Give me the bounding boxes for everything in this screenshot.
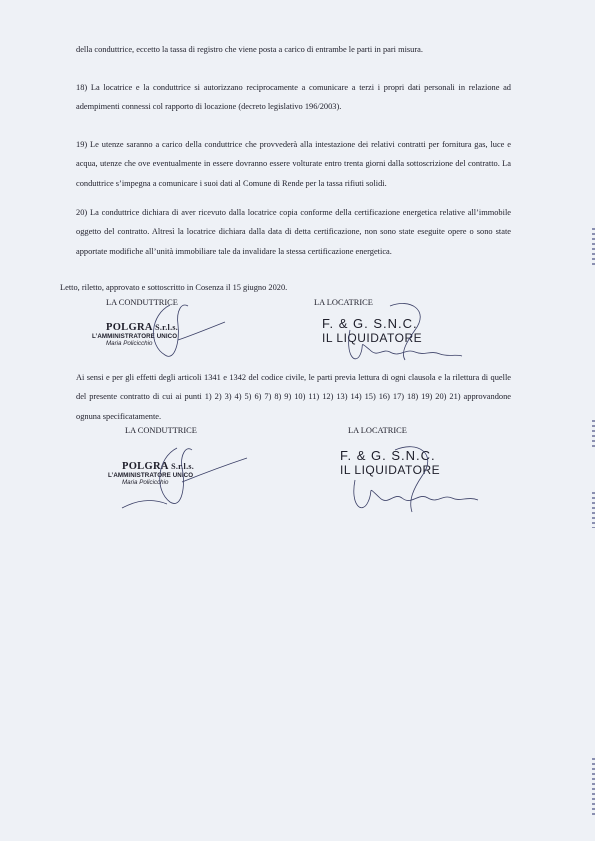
stamp-person: Maria Policicchio — [122, 479, 169, 486]
stamp-role: L’AMMINISTRATORE UNICO — [108, 472, 194, 479]
stamp-company-name: POLGRA S.r.l.s. — [106, 322, 179, 333]
stamp-firm-name: F. & G. S.N.C. — [340, 448, 436, 463]
paragraph-clause-20: 20) La conduttrice dichiara di aver ricevuto dalla locatrice copia conforme della certificazione energetica relative all’immobile oggetto del contratto. Altresì la locatrice dichiara dalla data di detta certificazione, non sono state eseguite opere o sono state apportate modifiche all’unità immobiliare tale da invalidare la stessa certificazione energetica. — [76, 208, 511, 256]
paragraph-letto: Letto, riletto, approvato e sottoscritto in Cosenza il 15 giugno 2020. — [60, 283, 288, 292]
paragraph-clause-19: 19) Le utenze saranno a carico della conduttrice che provvederà alla intestazione dei relativi contratti per fornitura gas, luce e acqua, utenze che ove eventualmente in essere dovranno essere volturate entro trenta giorni dalla sottoscrizione del contratto. La conduttrice s’impegna a comunicare i suoi dati al Comune di Rende per la tassa rifiuti solidi. — [76, 140, 511, 188]
stamp-person: Maria Policicchio — [106, 340, 153, 347]
signature-conduttrice-1 — [130, 300, 230, 370]
paragraph-clause-18: 18) La locatrice e la conduttrice si autorizzano reciprocamente a comunicare a terzi i propri dati personali in relazione ad adempimenti connessi col rapporto di locazione (decreto legislativo 196/2003). — [76, 83, 511, 112]
signature-label-locatrice-2: LA LOCATRICE — [348, 426, 407, 435]
stamp-role: IL LIQUIDATORE — [340, 463, 441, 477]
stamp-firm-name: F. & G. S.N.C. — [322, 316, 418, 331]
signature-label-locatrice-1: LA LOCATRICE — [314, 298, 373, 307]
signature-label-conduttrice-2: LA CONDUTTRICE — [125, 426, 197, 435]
stamp-company-name: POLGRA S.r.l.s. — [122, 461, 195, 472]
stamp-role: IL LIQUIDATORE — [322, 331, 423, 345]
signature-locatrice-1 — [330, 300, 480, 370]
signature-label-conduttrice-1: LA CONDUTTRICE — [106, 298, 178, 307]
paragraph-clausole: Ai sensi e per gli effetti degli articoli 1341 e 1342 del codice civile, le parti previa lettura di ogni clausola e la rilettura di quelle del presente contratto di cui ai punti 1) 2) 3) 4) 5) 6) 7) 8) 9) 10) 11) 12) 13) 14) 15) 16) 17) 18) 19) 20) 21) approvandone ognuna specificatamente. — [76, 373, 511, 421]
signature-conduttrice-2 — [112, 440, 252, 520]
paragraph-continuation: della conduttrice, eccetto la tassa di registro che viene posta a carico di entrambe le parti in pari misura. — [76, 45, 423, 54]
stamp-role: L’AMMINISTRATORE UNICO — [92, 333, 178, 340]
signature-locatrice-2 — [340, 440, 500, 520]
